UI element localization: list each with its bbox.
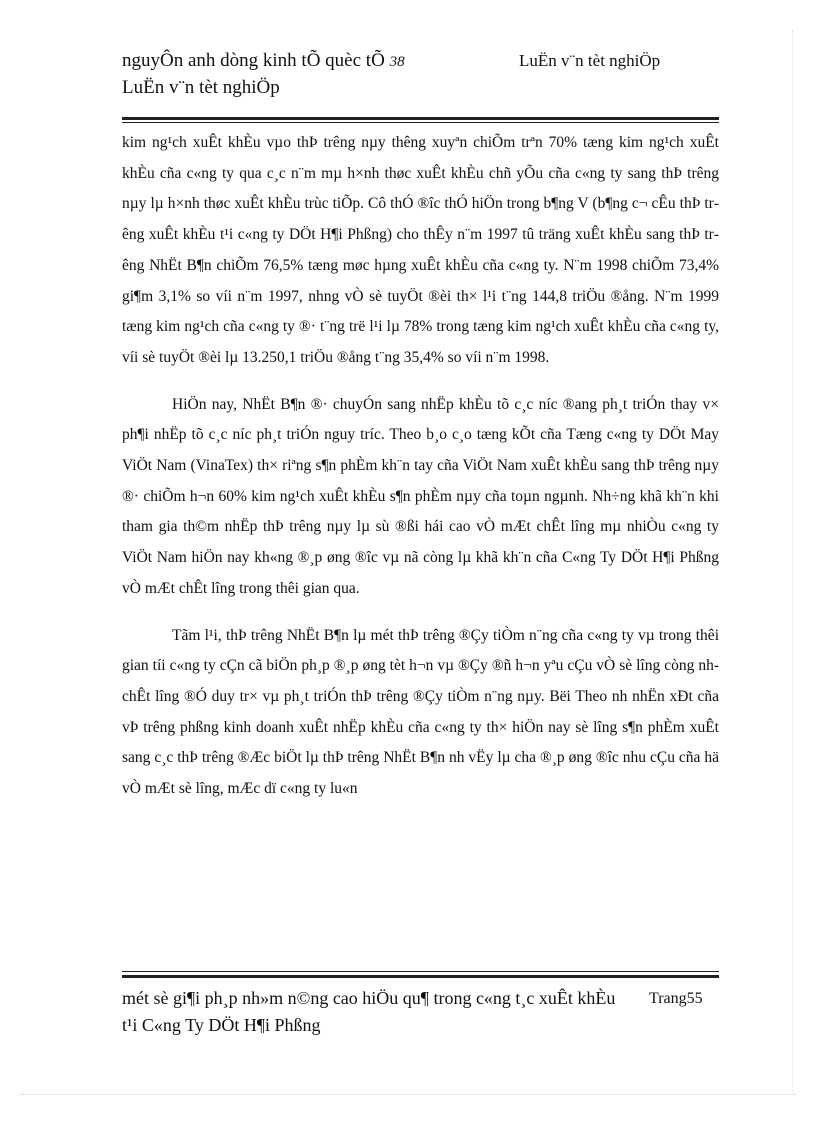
header-line-2: LuËn v¨n tèt nghiÖp (122, 77, 280, 98)
header-right-title: LuËn v¨n tèt nghiÖp (519, 51, 661, 70)
footer-title: mét sè gi¶i ph¸p nh»m n©ng cao hiÖu qu¶ trong c«ng t¸c xuÊt khÈu (122, 988, 616, 1008)
footer-rule-thick (122, 975, 719, 978)
page-edge-right (792, 30, 793, 1094)
page-header (122, 48, 722, 101)
body-text (122, 128, 719, 805)
paragraph: HiÖn nay, NhËt B¶n ®· chuyÓn sang nhËp khÈu tõ c¸c níc ®ang ph¸t triÓn thay v× ph¶i nhËp tõ c¸c níc ph¸t triÓn nguy tríc. Theo b¸o c¸o tæng kÕt cña Tæng c«ng ty DÖt May ViÖt Nam (VinaTex) th× riªng s¶n phÈm kh¨n tay cña ViÖt Nam xuÊt khÈu sang thÞ trêng nµy ®· chiÕm h¬n 60% kim ng¹ch xuÊt khÈu s¶n phÈm nµy cña toµn ngµnh. Nh÷ng khã kh¨n khi tham gia th©m nhËp thÞ trêng nµy lµ sù ®ßi hái cao vÒ mÆt chÊt lîng mµ nhiÒu c«ng ty ViÖt Nam hiÖn nay kh«ng ®¸p øng ®îc vµ nã còng lµ khã kh¨n cña C«ng Ty DÖt H¶i Phßng vÒ mÆt chÊt lîng trong thêi gian qua. (122, 395, 719, 597)
footer-subtitle: t¹i C«ng Ty DÖt H¶i Phßng (122, 1015, 321, 1035)
footer-page-label: Trang55 (649, 990, 703, 1007)
paragraph: Tãm l¹i, thÞ trêng NhËt B¶n lµ mét thÞ trêng ®Çy tiÒm n¨ng cña c«ng ty vµ trong thêi gian tíi c«ng ty cÇn cã biÖn ph¸p ®¸p øng tèt h¬n vµ ®Çy ®ñ h¬n yªu cÇu vÒ sè lîng còng nh chÊt lîng ®Ó duy tr× vµ ph¸t triÓn thÞ trêng ®Çy tiÒm n¨ng nµy. Bëi Theo nh nhËn xÐt cña vÞ trêng phßng kinh doanh xuÊt nhËp khÈu cña c«ng ty th× hiÖn nay sè lîng s¶n phÈm xuÊt sang c¸c thÞ trêng ®Æc biÖt lµ thÞ trêng NhËt B¶n nh vËy lµ cha ®¸p øng ®îc nhu cÇu cña hä vÒ mÆt sè lîng, mÆc dï c«ng ty lu«n (122, 626, 719, 798)
paragraph: kim ng¹ch xuÊt khÈu vµo thÞ trêng nµy thêng xuyªn chiÕm trªn 70% tæng kim ng¹ch xuÊt khÈu cña c«ng ty qua c¸c n¨m mµ h×nh thøc xuÊt khÈu chñ yÕu cña c«ng ty sang thÞ trêng nµy lµ h×nh thøc xuÊt khÈu trùc tiÕp. Cô thÓ ®îc thÓ hiÖn trong b¶ng V (b¶ng c¬ cÊu thÞ trêng xuÊt khÈu t¹i c«ng ty DÖt H¶i Phßng) cho thÊy n¨m 1997 tû träng xuÊt khÈu sang thÞ trêng NhËt B¶n chiÕm 76,5% tæng møc hµng xuÊt khÈu cña c«ng ty. N¨m 1998 chiÕm 73,4% gi¶m 3,1% so víi n¨m 1997, nhng vÒ sè tuyÖt ®èi th× l¹i t¨ng 144,8 triÖu ®ång. N¨m 1999 tæng kim ng¹ch cña c«ng ty ®· t¨ng trë l¹i lµ 78% trong tæng kim ng¹ch xuÊt khÈu cña c«ng ty, víi sè tuyÖt ®èi lµ 13.250,1 triÖu ®ång t¨ng 35,4% so víi n¨m 1998. (122, 134, 719, 366)
header-title: nguyÔn anh dòng kinh tÕ quèc tÕ (122, 50, 385, 71)
header-rule-thick (122, 117, 719, 120)
header-page-number: 38 (389, 54, 405, 70)
footer-rule-thin (122, 971, 719, 972)
page-edge-bottom (20, 1094, 796, 1095)
header-rule-thin (122, 122, 719, 123)
page-footer (122, 987, 722, 1037)
